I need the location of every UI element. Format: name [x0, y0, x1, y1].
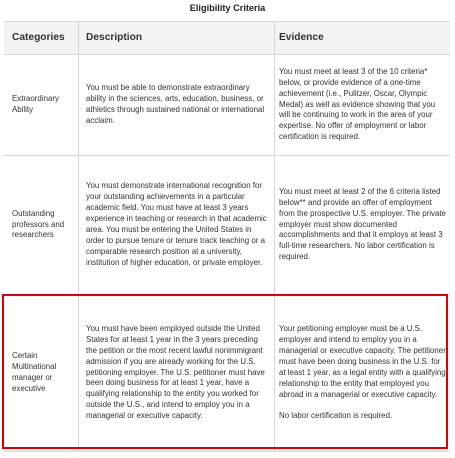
row-description: You must demonstrate international recognition for your outstanding achievements in a particular academic field. You must have at least 3 years experience in teaching or research in that academic area. You must be entering the United States in order to pursue tenure or tenure track teaching or a comparable research position at a university, institution of higher education, or private employer.	[78, 156, 274, 295]
row-category: Certain Multinational manager or executive	[4, 295, 78, 452]
header-description: Description	[78, 22, 274, 55]
evidence-text: Your petitioning employer must be a U.S. employer and intend to employ you in a managerial or executive capacity. The petitioner must have been doing business in the U.S. for at least 1 year, as a legal entity with a qualifying relationship to the entity that employed you abroad in a managerial or executive capacity.	[279, 324, 446, 399]
row-category: Extraordinary Ability	[4, 55, 78, 156]
row-category: Outstanding professors and researchers	[4, 156, 78, 295]
row-description: You must be able to demonstrate extraordinary ability in the sciences, arts, education, business, or athletics through sustained national or international acclaim.	[78, 55, 274, 156]
row-description: You must have been employed outside the United States for at least 1 year in the 3 years preceding the petition or the most recent lawful nonimmigrant admission if you are already working for the U.S. petitioning employer. The U.S. petitioner must have been doing business for at least 1 year, have a qualifying relationship to the entity you worked for outside the U.S., and intend to employ you in a managerial or executive capacity.	[78, 295, 274, 452]
row-evidence: You must meet at least 2 of the 6 criteria listed below** and provide an offer of employment from the prospective U.S. employer. The private employer must show documented accomplishments and that it employs at least 3 full-time researchers. No labor certification is required.	[274, 156, 450, 295]
row-evidence: You must meet at least 3 of the 10 criteria* below, or provide evidence of a one-time achievement (i.e., Pulitzer, Oscar, Olympic Medal) as well as evidence showing that you will be continuing to work in the area of your expertise. No offer of employment or labor certification is required.	[274, 55, 450, 156]
header-categories: Categories	[4, 22, 78, 55]
eligibility-table	[4, 21, 450, 452]
evidence-note: No labor certification is required.	[279, 410, 393, 420]
header-evidence: Evidence	[274, 22, 450, 55]
page-title: Eligibility Criteria	[189, 3, 266, 13]
row-evidence	[274, 295, 450, 452]
